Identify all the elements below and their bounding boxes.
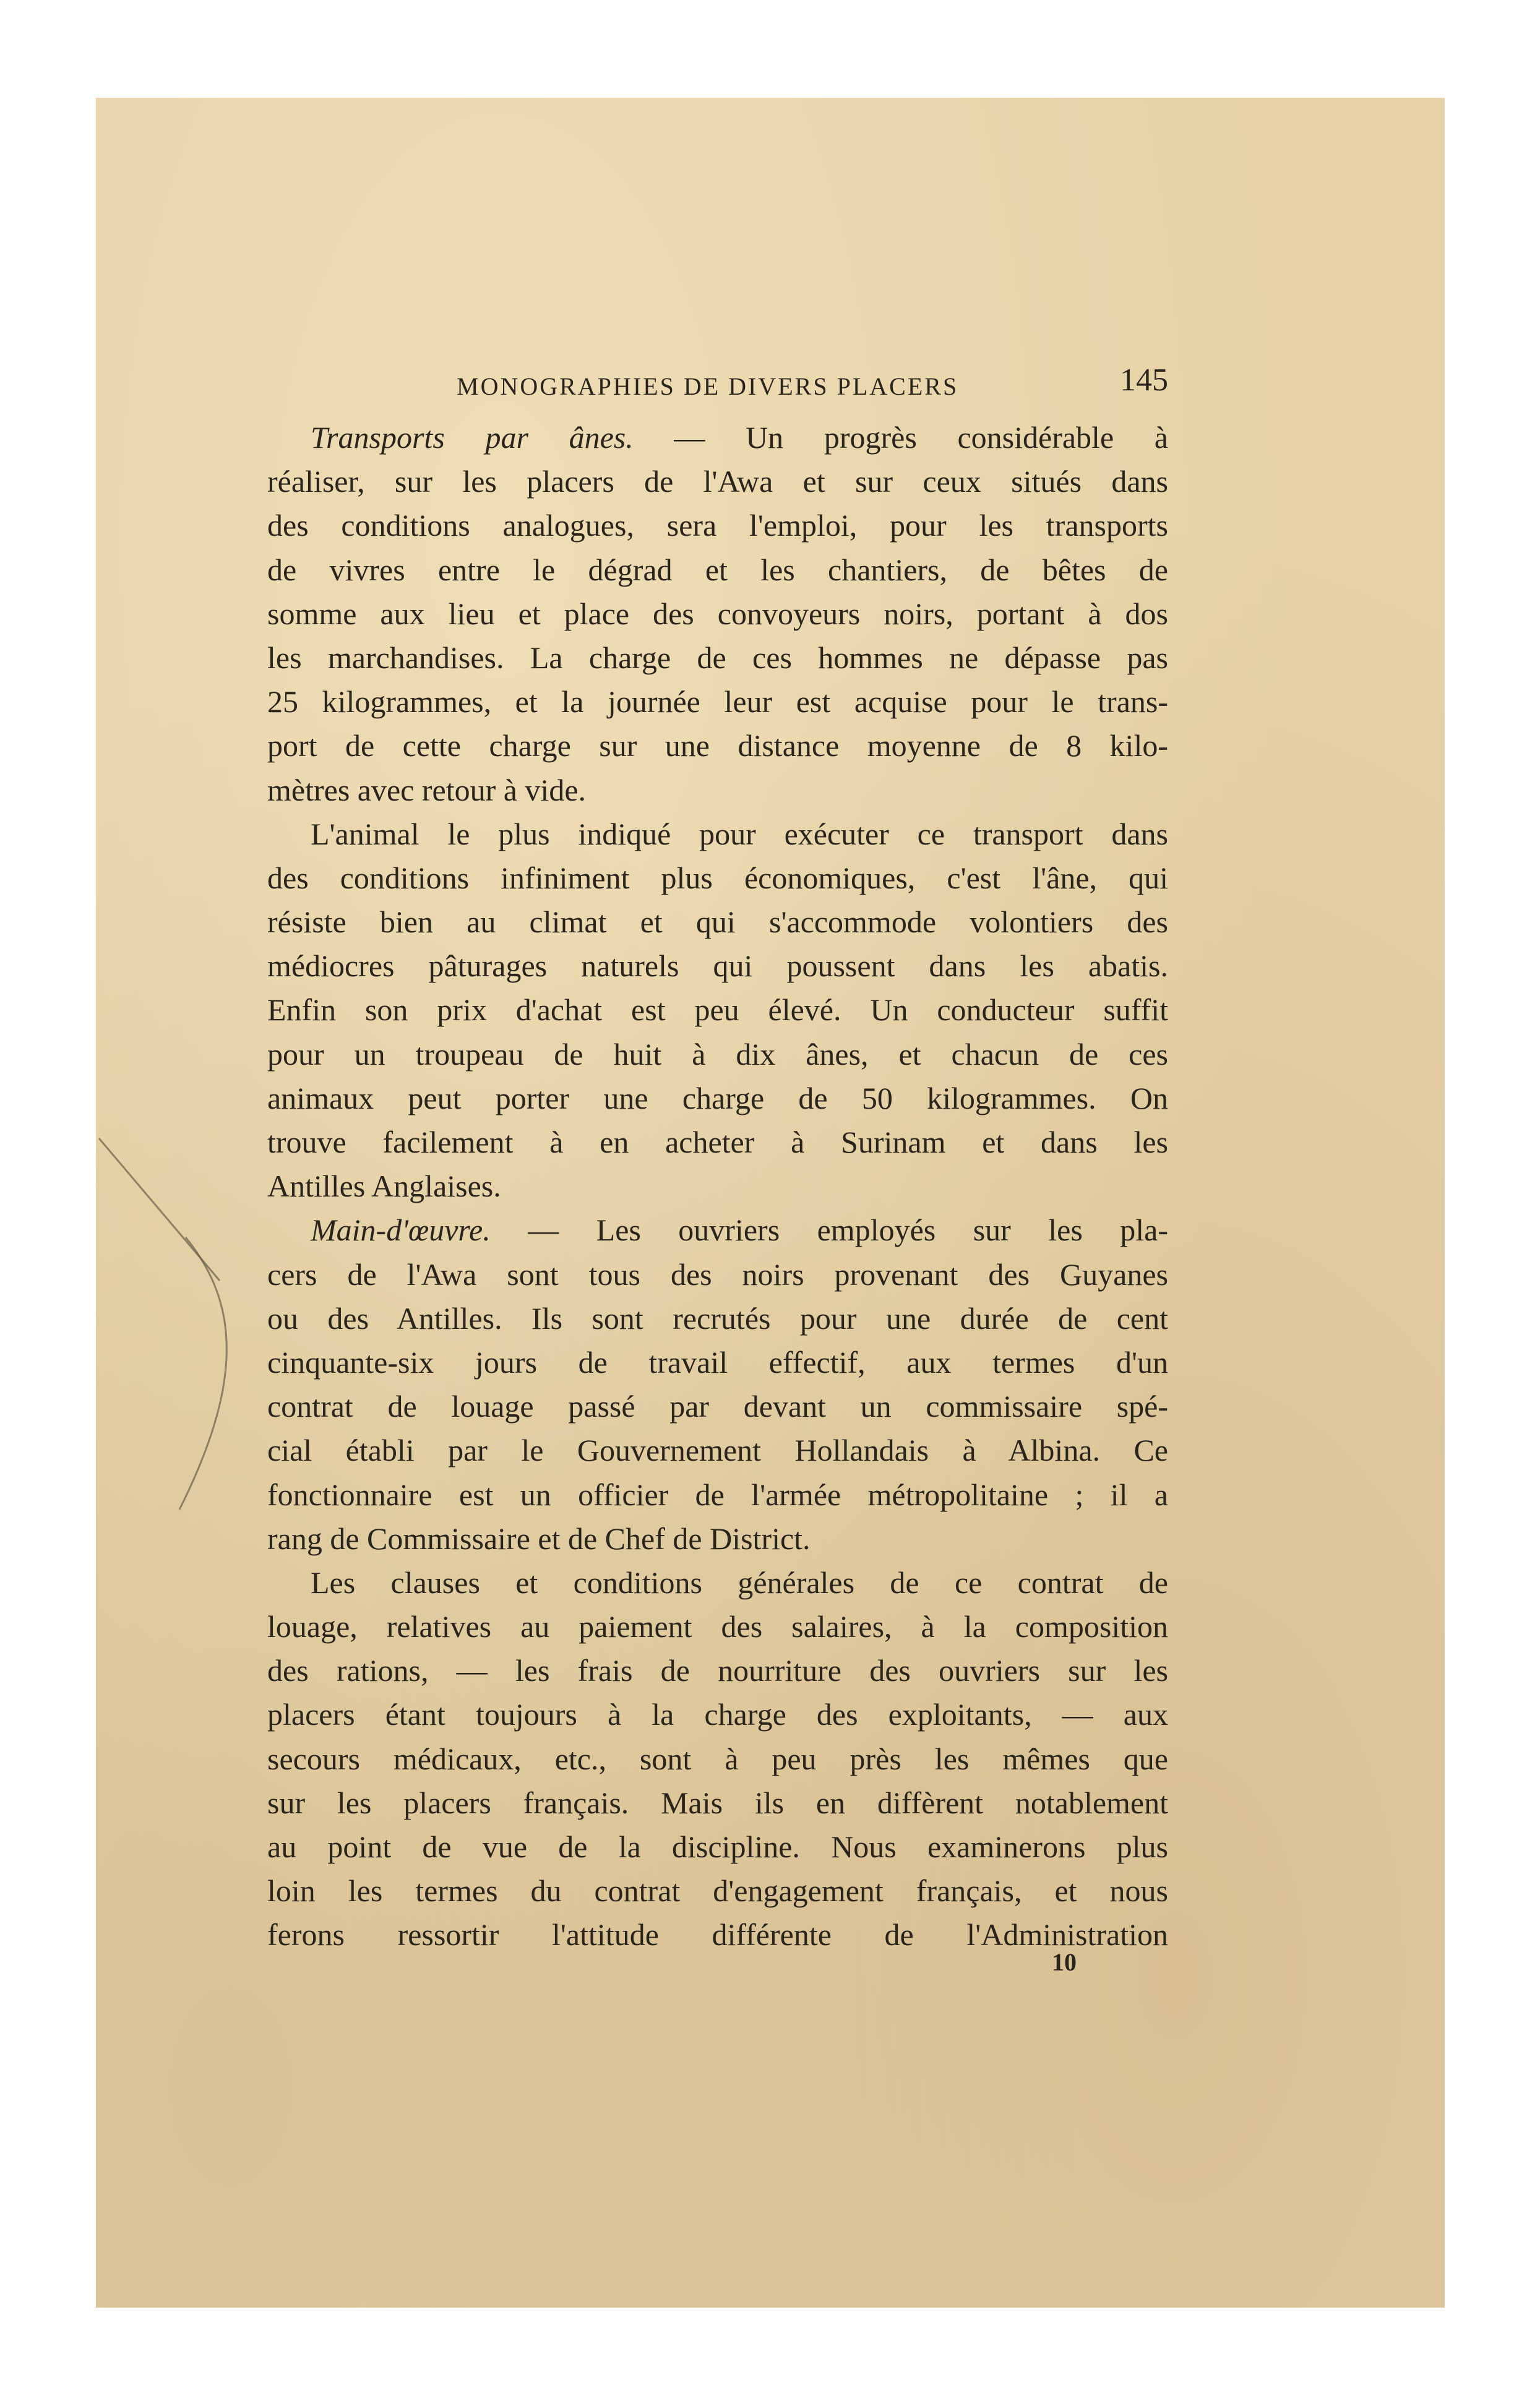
- text-line: cers de l'Awa sont tous des noirs provenant des Guyanes: [267, 1257, 1168, 1292]
- signature-mark: 10: [1052, 1948, 1077, 1976]
- text-line: somme aux lieu et place des convoyeurs noirs, portant à dos: [267, 596, 1168, 631]
- text-line: ou des Antilles. Ils sont recrutés pour une durée de cent: [267, 1300, 1168, 1336]
- text-line: fonctionnaire est un officier de l'armée métropolitaine ; il a: [267, 1477, 1168, 1512]
- text-line: louage, relatives au paiement des salaires, à la composition: [267, 1609, 1168, 1644]
- paragraph-heading: Main-d'œuvre.: [311, 1213, 491, 1248]
- text-line: port de cette charge sur une distance moyenne de 8 kilo-: [267, 728, 1168, 763]
- text-line: rang de Commissaire et de Chef de District.: [267, 1521, 811, 1556]
- text-line: cinquante-six jours de travail effectif, aux termes d'un: [267, 1344, 1168, 1380]
- text-line: [267, 416, 1168, 460]
- text-line: Enfin son prix d'achat est peu élevé. Un conducteur suffit: [267, 992, 1168, 1028]
- page-number: 145: [1120, 363, 1168, 398]
- text-line: animaux peut porter une charge de 50 kilogrammes. On: [267, 1080, 1168, 1115]
- text-line: au point de vue de la discipline. Nous examinerons plus: [267, 1829, 1168, 1864]
- text-line: des conditions analogues, sera l'emploi, pour les transports: [267, 508, 1168, 543]
- text-line: mètres avec retour à vide.: [267, 772, 587, 807]
- text-line: sur les placers français. Mais ils en diffèrent notablement: [267, 1785, 1168, 1820]
- text-line: de vivres entre le dégrad et les chantiers, de bêtes de: [267, 552, 1168, 587]
- text-line: ferons ressortir l'attitude différente de l'Administration: [267, 1917, 1168, 1953]
- text-line: des conditions infiniment plus économiques, c'est l'âne, qui: [267, 860, 1168, 895]
- margin-pencil-mark: [87, 1126, 272, 1522]
- text-line: 25 kilogrammes, et la journée leur est acquise pour le trans-: [267, 684, 1168, 720]
- text-line: réaliser, sur les placers de l'Awa et sur ceux situés dans: [267, 464, 1168, 499]
- text-line: résiste bien au climat et qui s'accommode volontiers des: [267, 904, 1168, 940]
- text-run: — Un progrès considérable à: [633, 420, 1168, 455]
- text-line: contrat de louage passé par devant un commissaire spé-: [267, 1389, 1168, 1424]
- body-text: [267, 416, 1168, 1957]
- text-line: loin les termes du contrat d'engagement français, et nous: [267, 1873, 1168, 1909]
- text-line: pour un troupeau de huit à dix ânes, et chacun de ces: [267, 1036, 1168, 1072]
- text-line: des rations, — les frais de nourriture des ouvriers sur les: [267, 1653, 1168, 1688]
- paragraph-heading: Transports par ânes.: [311, 420, 634, 455]
- text-line: [267, 1208, 1168, 1252]
- text-line: L'animal le plus indiqué pour exécuter ce transport dans: [311, 816, 1168, 851]
- text-line: les marchandises. La charge de ces hommes ne dépasse pas: [267, 640, 1168, 675]
- text-run: — Les ouvriers employés sur les pla-: [490, 1213, 1168, 1248]
- text-line: médiocres pâturages naturels qui poussent dans les abatis.: [267, 948, 1168, 984]
- text-line: secours médicaux, etc., sont à peu près les mêmes que: [267, 1741, 1168, 1776]
- text-line: trouve facilement à en acheter à Surinam et dans les: [267, 1125, 1168, 1159]
- text-line: Antilles Anglaises.: [267, 1169, 501, 1204]
- text-line: Les clauses et conditions générales de ce contrat de: [311, 1565, 1168, 1600]
- text-line: cial établi par le Gouvernement Hollandais à Albina. Ce: [267, 1433, 1168, 1468]
- page-header: [457, 362, 1168, 405]
- running-head: MONOGRAPHIES DE DIVERS PLACERS: [457, 372, 959, 400]
- text-line: placers étant toujours à la charge des exploitants, — aux: [267, 1697, 1168, 1732]
